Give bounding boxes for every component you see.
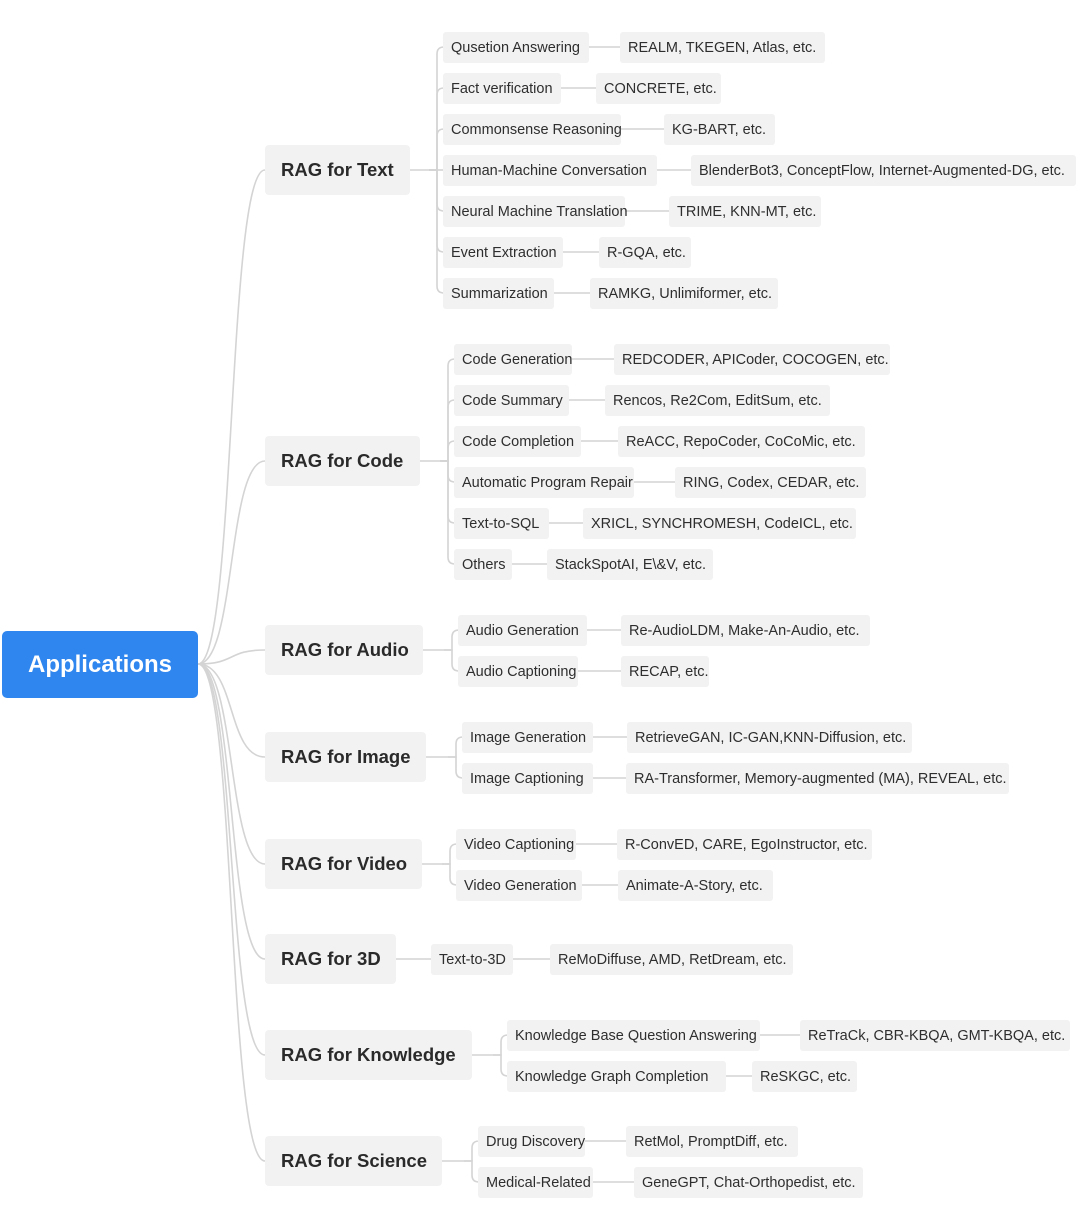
examples-node-commonsense-reasoning: KG-BART, etc. [664, 114, 775, 145]
category-node-rag-for-science: RAG for Science [265, 1136, 442, 1186]
task-node-knowledge-base-question-answering: Knowledge Base Question Answering [507, 1020, 760, 1051]
task-node-human-machine-conversation: Human-Machine Conversation [443, 155, 657, 186]
connector-rag-for-audio-1 [444, 650, 459, 671]
examples-node-text-to-sql: XRICL, SYNCHROMESH, CodeICL, etc. [583, 508, 856, 539]
category-node-rag-for-3d: RAG for 3D [265, 934, 396, 984]
examples-node-code-generation: REDCODER, APICoder, COCOGEN, etc. [614, 344, 890, 375]
connector-root-rag-for-text [198, 170, 265, 664]
category-node-rag-for-audio: RAG for Audio [265, 625, 423, 675]
examples-node-audio-captioning: RECAP, etc. [621, 656, 709, 687]
examples-node-audio-generation: Re-AudioLDM, Make-An-Audio, etc. [621, 615, 870, 646]
examples-node-medical-related: GeneGPT, Chat-Orthopedist, etc. [634, 1167, 863, 1198]
connector-rag-for-code-5 [440, 461, 455, 564]
connector-root-rag-for-science [198, 664, 265, 1161]
examples-node-knowledge-base-question-answering: ReTraCk, CBR-KBQA, GMT-KBQA, etc. [800, 1020, 1070, 1051]
task-node-neural-machine-translation: Neural Machine Translation [443, 196, 625, 227]
task-node-image-captioning: Image Captioning [462, 763, 593, 794]
examples-node-image-captioning: RA-Transformer, Memory-augmented (MA), REVEAL, etc. [626, 763, 1009, 794]
connector-root-rag-for-code [198, 461, 265, 664]
task-node-video-captioning: Video Captioning [456, 829, 576, 860]
connector-rag-for-text-2 [429, 129, 444, 170]
examples-node-automatic-program-repair: RING, Codex, CEDAR, etc. [675, 467, 866, 498]
connector-rag-for-video-1 [442, 864, 457, 885]
category-node-rag-for-image: RAG for Image [265, 732, 426, 782]
task-node-audio-generation: Audio Generation [458, 615, 587, 646]
task-node-medical-related: Medical-Related [478, 1167, 593, 1198]
connector-rag-for-science-0 [464, 1141, 479, 1161]
examples-node-video-captioning: R-ConvED, CARE, EgoInstructor, etc. [617, 829, 872, 860]
examples-node-image-generation: RetrieveGAN, IC-GAN,KNN-Diffusion, etc. [627, 722, 912, 753]
examples-node-fact-verification: CONCRETE, etc. [596, 73, 721, 104]
connector-root-rag-for-video [198, 664, 265, 864]
examples-node-human-machine-conversation: BlenderBot3, ConceptFlow, Internet-Augmented-DG, etc. [691, 155, 1076, 186]
examples-node-neural-machine-translation: TRIME, KNN-MT, etc. [669, 196, 821, 227]
task-node-commonsense-reasoning: Commonsense Reasoning [443, 114, 621, 145]
examples-node-code-completion: ReACC, RepoCoder, CoCoMic, etc. [618, 426, 865, 457]
task-node-code-summary: Code Summary [454, 385, 569, 416]
examples-node-event-extraction: R-GQA, etc. [599, 237, 691, 268]
task-node-automatic-program-repair: Automatic Program Repair [454, 467, 634, 498]
connector-rag-for-image-1 [448, 757, 463, 778]
category-node-rag-for-video: RAG for Video [265, 839, 422, 889]
category-node-rag-for-code: RAG for Code [265, 436, 420, 486]
task-node-qusetion-answering: Qusetion Answering [443, 32, 589, 63]
task-node-code-completion: Code Completion [454, 426, 581, 457]
connector-rag-for-audio-0 [444, 630, 459, 650]
task-node-code-generation: Code Generation [454, 344, 572, 375]
examples-node-others: StackSpotAI, E\&V, etc. [547, 549, 713, 580]
task-node-text-to-sql: Text-to-SQL [454, 508, 549, 539]
task-node-text-to-3d: Text-to-3D [431, 944, 513, 975]
category-node-rag-for-knowledge: RAG for Knowledge [265, 1030, 472, 1080]
task-node-others: Others [454, 549, 512, 580]
examples-node-video-generation: Animate-A-Story, etc. [618, 870, 773, 901]
connector-rag-for-image-0 [448, 737, 463, 757]
category-node-rag-for-text: RAG for Text [265, 145, 410, 195]
examples-node-summarization: RAMKG, Unlimiformer, etc. [590, 278, 778, 309]
connector-rag-for-knowledge-0 [493, 1035, 508, 1055]
task-node-event-extraction: Event Extraction [443, 237, 563, 268]
task-node-knowledge-graph-completion: Knowledge Graph Completion [507, 1061, 726, 1092]
connector-rag-for-text-6 [429, 170, 444, 293]
task-node-video-generation: Video Generation [456, 870, 582, 901]
connector-rag-for-video-0 [442, 844, 457, 864]
examples-node-drug-discovery: RetMol, PromptDiff, etc. [626, 1126, 798, 1157]
task-node-drug-discovery: Drug Discovery [478, 1126, 585, 1157]
examples-node-text-to-3d: ReMoDiffuse, AMD, RetDream, etc. [550, 944, 793, 975]
examples-node-code-summary: Rencos, Re2Com, EditSum, etc. [605, 385, 830, 416]
task-node-summarization: Summarization [443, 278, 554, 309]
examples-node-knowledge-graph-completion: ReSKGC, etc. [752, 1061, 857, 1092]
task-node-audio-captioning: Audio Captioning [458, 656, 578, 687]
connector-rag-for-knowledge-1 [493, 1055, 508, 1076]
root-node-applications: Applications [2, 631, 198, 698]
task-node-fact-verification: Fact verification [443, 73, 561, 104]
examples-node-qusetion-answering: REALM, TKEGEN, Atlas, etc. [620, 32, 825, 63]
connector-rag-for-science-1 [464, 1161, 479, 1182]
task-node-image-generation: Image Generation [462, 722, 593, 753]
